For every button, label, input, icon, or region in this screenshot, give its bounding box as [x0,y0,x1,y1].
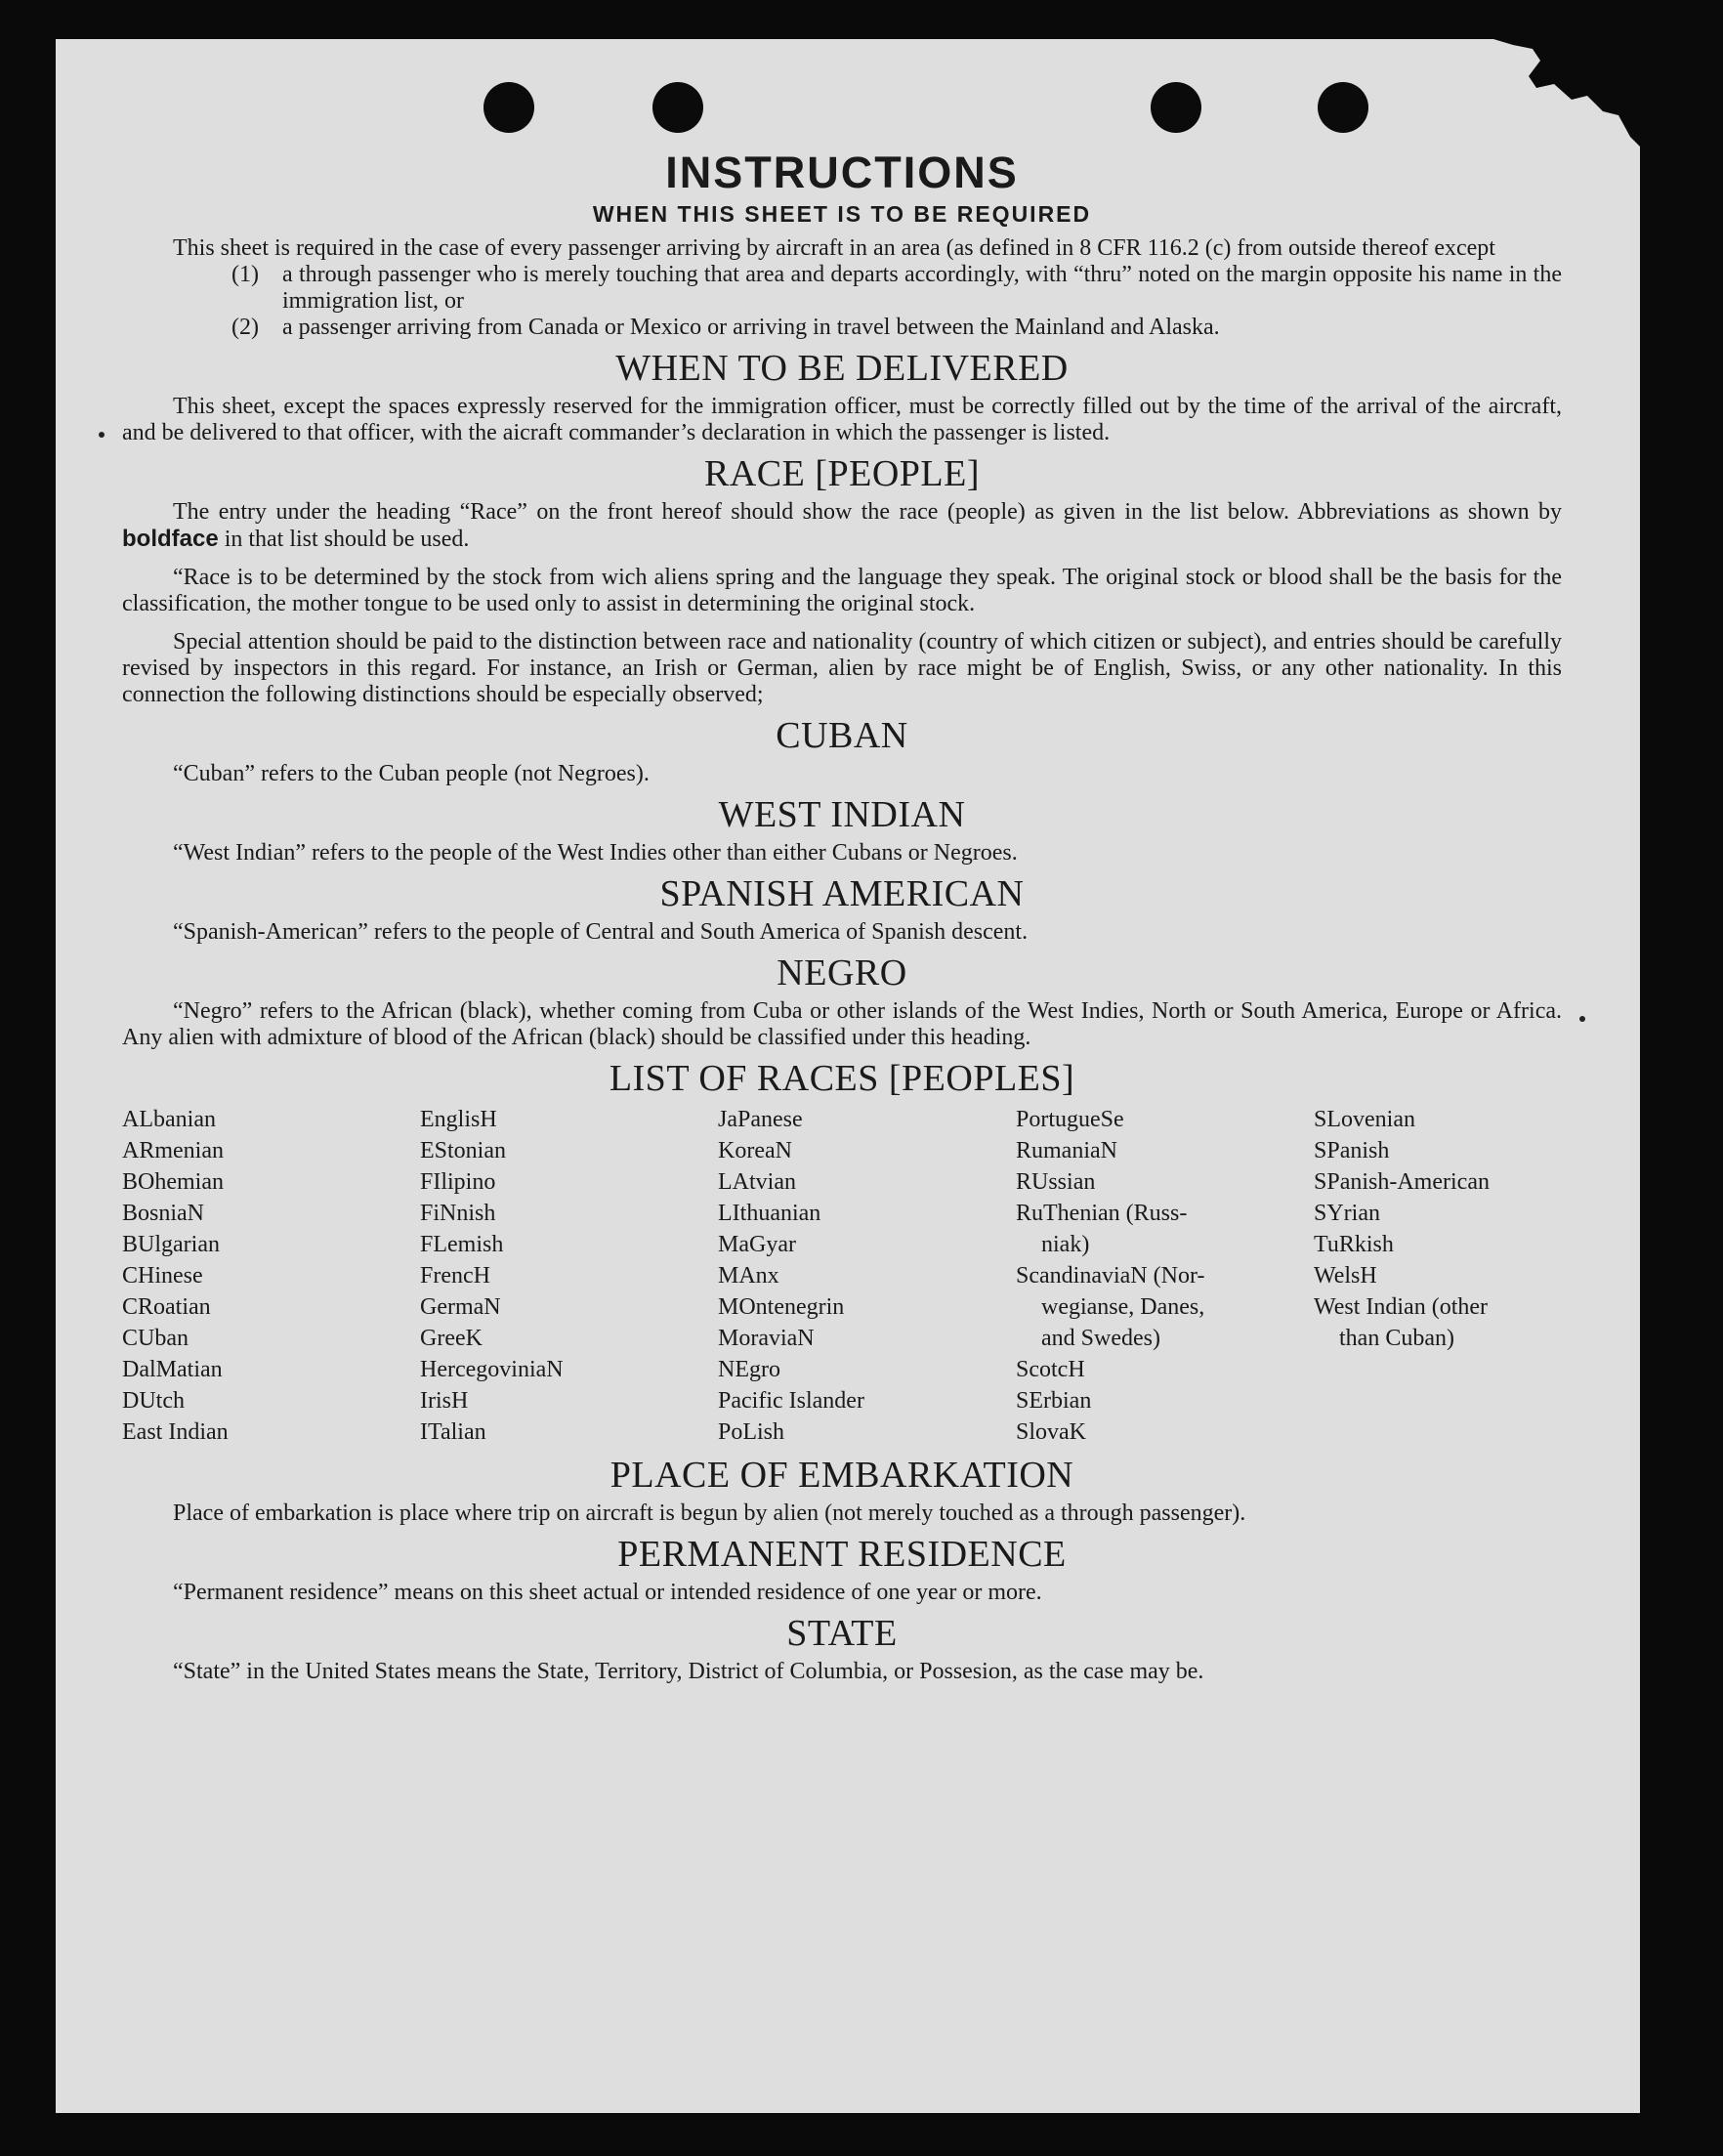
race-entry: DUtch [122,1388,185,1414]
race-column-4 [1016,1104,1314,1448]
race-entry: LIthuanian [718,1201,821,1226]
race-entry: CUban [122,1326,189,1351]
race-entry: BOhemian [122,1169,224,1195]
heading-list-of-races: LIST OF RACES [PEOPLES] [609,1058,1075,1099]
race-column-5 [1314,1104,1612,1448]
heading-permanent-residence: PERMANENT RESIDENCE [617,1534,1067,1575]
race-entry: PortugueSe [1016,1107,1124,1132]
race-entry: LAtvian [718,1169,796,1195]
race-entry: JaPanese [718,1107,803,1132]
instructions-content [122,148,1562,1685]
embarkation-text: Place of embarkation is place where trip on aircraft is begun by alien (not merely touched as a through passenger). [173,1501,1246,1526]
boldface-word: boldface [122,526,219,552]
race-entry: EStonian [420,1138,506,1163]
race-entry: ScotcH [1016,1357,1085,1382]
race-entry: SPanish [1314,1138,1390,1163]
page-title: INSTRUCTIONS [665,148,1019,197]
race-entry: GermaN [420,1294,501,1320]
exception-text: a through passenger who is merely touching that area and departs accordingly, with “thru” noted on the margin opposite his name in the immigration list, or [282,262,1562,314]
required-intro: This sheet is required in the case of every passenger arriving by aircraft in an area (as defined in 8 CFR 116.2 (c) from outside thereof except [173,235,1495,261]
residence-text: “Permanent residence” means on this sheet actual or intended residence of one year or more. [173,1580,1042,1605]
exception-item-2 [231,315,1562,341]
punch-hole-4 [1318,82,1368,133]
race-entry: GreeK [420,1326,483,1351]
race-entry: FrencH [420,1263,490,1289]
race-entry: RumaniaN [1016,1138,1117,1163]
race-entry: KoreaN [718,1138,792,1163]
exception-item-1 [231,262,1562,315]
race-entry: CHinese [122,1263,203,1289]
race-list [122,1104,1562,1448]
race-entry: IrisH [420,1388,469,1414]
state-text: “State” in the United States means the State, Territory, District of Columbia, or Possesion, as the case may be. [173,1659,1204,1684]
punch-hole-1 [483,82,534,133]
race-entry: MOntenegrin [718,1294,845,1320]
exception-text: a passenger arriving from Canada or Mexico or arriving in travel between the Mainland and Alaska. [282,315,1220,340]
race-entry: ITalian [420,1419,486,1445]
heading-race: RACE [PEOPLE] [704,453,980,494]
race-entry: PoLish [718,1419,785,1445]
heading-when-delivered: WHEN TO BE DELIVERED [615,348,1069,389]
race-entry: HercegoviniaN [420,1357,564,1382]
punch-hole-2 [652,82,703,133]
race-entry: BosniaN [122,1201,204,1226]
race-entry: SlovaK [1016,1419,1086,1445]
race-entry: FiNnish [420,1201,496,1226]
race-entry: West Indian (other [1314,1294,1489,1320]
heading-embarkation: PLACE OF EMBARKATION [609,1455,1074,1496]
page-subtitle: WHEN THIS SHEET IS TO BE REQUIRED [592,201,1092,227]
race-entry: MoraviaN [718,1326,815,1351]
race-entry-continued: than Cuban) [1339,1326,1454,1351]
race-entry: CRoatian [122,1294,211,1320]
race-column-3 [718,1104,1016,1448]
spanish-american-text: “Spanish-American” refers to the people of Central and South America of Spanish descent. [173,919,1029,945]
race-entry: SLovenian [1314,1107,1415,1132]
race-entry: SYrian [1314,1201,1380,1226]
race-entry-continued: and Swedes) [1041,1326,1160,1351]
race-entry: EnglisH [420,1107,497,1132]
document-page [56,39,1640,2113]
delivered-text: This sheet, except the spaces expressly reserved for the immigration officer, must be correctly filled out by the time of the arrival of the aircraft, and be delivered to that officer, with the aicraft commander’s declaration in which the passenger is listed. [122,394,1562,445]
race-p1-end: in that list should be used. [224,527,470,552]
ink-speck [99,432,105,438]
race-entry: RUssian [1016,1169,1096,1195]
cuban-text: “Cuban” refers to the Cuban people (not Negroes). [173,761,650,786]
race-entry: FLemish [420,1232,504,1257]
race-paragraph-2: “Race is to be determined by the stock from wich aliens spring and the language they speak. The original stock or blood shall be the basis for the classification, the mother tongue to be used only to assist in determining the original stock. [122,565,1562,616]
heading-spanish-american: SPANISH AMERICAN [659,873,1025,914]
exception-number: (2) [231,315,259,340]
race-entry: BUlgarian [122,1232,220,1257]
race-paragraph-3: Special attention should be paid to the distinction between race and nationality (country of which citizen or subject), and entries should be carefully revised by inspectors in this regard. For instance, an Irish or German, alien by race might be of English, Swiss, or any other nationality. In this connection the following distinctions should be especially observed; [122,629,1562,707]
race-entry: NEgro [718,1357,780,1382]
race-entry: WelsH [1314,1263,1377,1289]
punch-hole-3 [1151,82,1201,133]
race-entry: MaGyar [718,1232,796,1257]
heading-cuban: CUBAN [776,715,908,756]
race-entry: SPanish-American [1314,1169,1490,1195]
race-entry: ScandinaviaN (Nor- [1016,1263,1205,1289]
torn-corner [1493,39,1640,147]
race-entry: MAnx [718,1263,779,1289]
west-indian-text: “West Indian” refers to the people of the West Indies other than either Cubans or Negroes. [173,840,1018,866]
race-entry-continued: wegianse, Danes, [1041,1294,1205,1320]
race-entry: TuRkish [1314,1232,1394,1257]
race-entry: SErbian [1016,1388,1092,1414]
exception-number: (1) [231,262,259,287]
race-column-1 [122,1104,420,1448]
race-entry-continued: niak) [1041,1232,1090,1257]
heading-negro: NEGRO [777,952,907,993]
race-entry: DalMatian [122,1357,223,1382]
ink-speck [1579,1016,1585,1022]
heading-west-indian: WEST INDIAN [718,794,966,835]
race-entry: East Indian [122,1419,229,1445]
negro-text: “Negro” refers to the African (black), whether coming from Cuba or other islands of the West Indies, North or South America, Europe or Africa. Any alien with admixture of blood of the African (black) should be classified under this heading. [122,998,1562,1050]
race-entry: Pacific Islander [718,1388,864,1414]
race-entry: RuThenian (Russ- [1016,1201,1188,1226]
race-column-2 [420,1104,718,1448]
race-entry: ALbanian [122,1107,216,1132]
race-entry: ARmenian [122,1138,224,1163]
race-p1-start: The entry under the heading “Race” on the front hereof should show the race (people) as given in the list below. Abbreviations as shown by [173,499,1562,525]
heading-state: STATE [786,1613,898,1654]
race-paragraph-1 [122,499,1562,553]
race-entry: FIlipino [420,1169,496,1195]
